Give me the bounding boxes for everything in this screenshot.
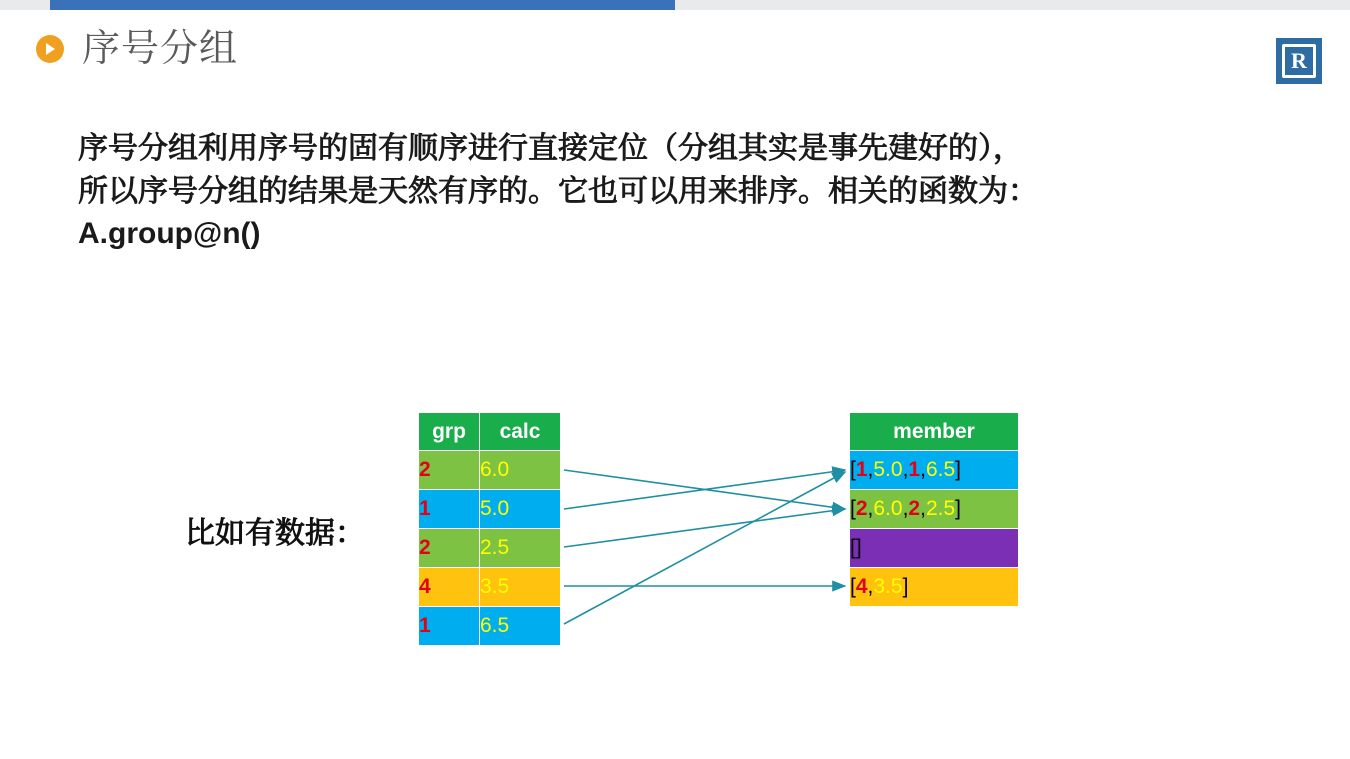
logo [1276,38,1322,84]
cell-grp: 2 [419,529,480,568]
body-line-2: 所以序号分组的结果是天然有序的。它也可以用来排序。相关的函数为： [78,174,1038,208]
column-header-member: member [850,413,1019,451]
cell-grp: 1 [419,607,480,646]
source-data-table [418,412,561,646]
cell-calc: 2.5 [480,529,561,568]
cell-calc: 6.0 [480,451,561,490]
table-row [850,529,1019,568]
chevron-right-icon [36,35,64,63]
cell-grp: 1 [419,490,480,529]
top-bar-accent [50,0,675,10]
logo-letter: R [1282,44,1316,78]
table-row [850,490,1019,529]
cell-grp: 2 [419,451,480,490]
cell-calc: 3.5 [480,568,561,607]
body-line-1: 序号分组利用序号的固有顺序进行直接定位（分组其实是事先建好的）， [78,132,1023,165]
table-header-row [850,413,1019,451]
table-row [419,529,561,568]
table-header-row [419,413,561,451]
cell-calc: 5.0 [480,490,561,529]
slide-title-row [36,30,238,68]
cell-member: [2,6.0,2,2.5] [850,490,1019,529]
top-bar [0,0,1350,10]
cell-member: [1,5.0,1,6.5] [850,451,1019,490]
caption: 比如有数据： [185,517,365,550]
member-result-table [849,412,1019,607]
table-row [419,490,561,529]
cell-member: [4,3.5] [850,568,1019,607]
table-row [419,451,561,490]
body-line-3: A.group@n() [78,217,261,251]
table-row [419,568,561,607]
cell-member: [] [850,529,1019,568]
table-row [850,568,1019,607]
table-row [419,607,561,646]
column-header-grp: grp [419,413,480,451]
column-header-calc: calc [480,413,561,451]
cell-grp: 4 [419,568,480,607]
table-row [850,451,1019,490]
cell-calc: 6.5 [480,607,561,646]
page-title: 序号分组 [82,28,239,70]
body-text [78,128,1278,256]
